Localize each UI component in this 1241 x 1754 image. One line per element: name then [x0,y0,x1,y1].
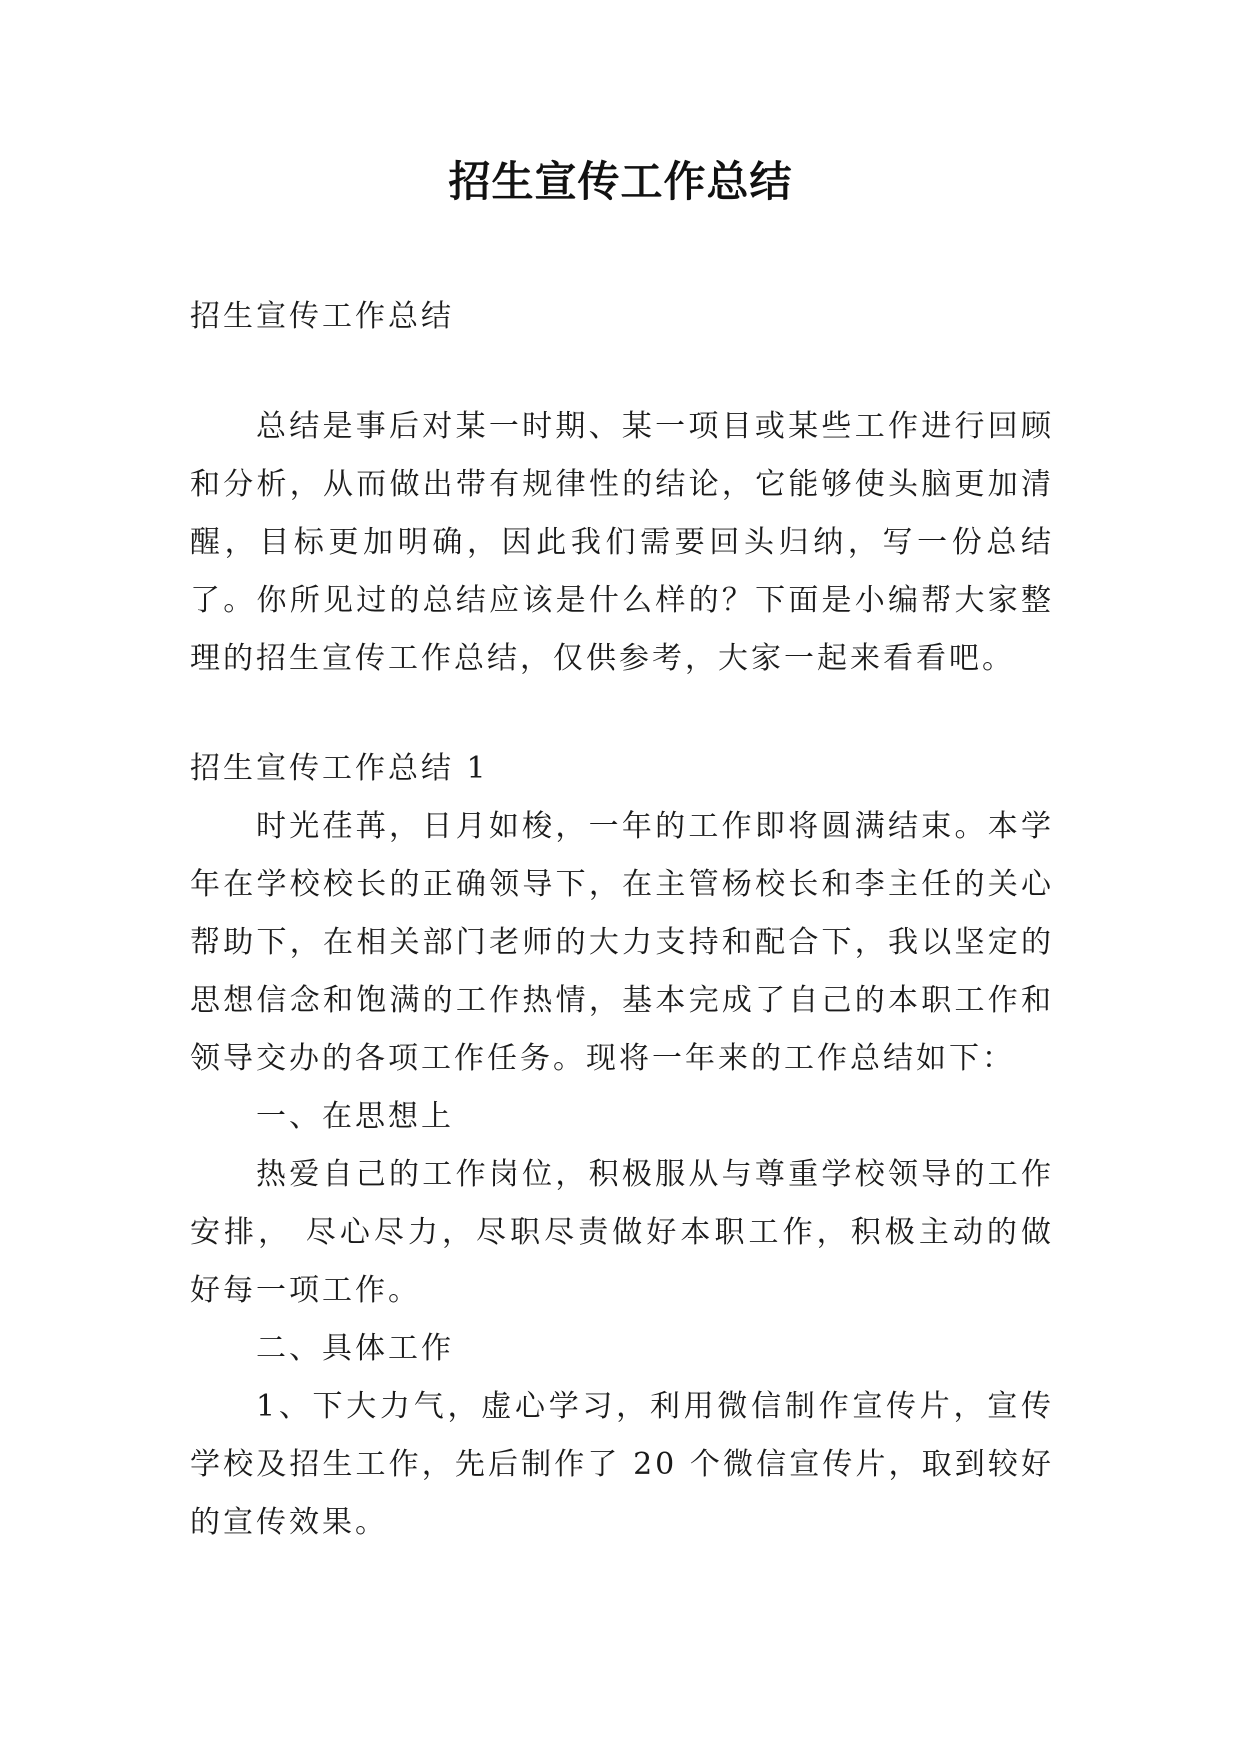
heading-specific-work: 二、具体工作 [256,1331,454,1366]
section-title: 招生宣传工作总结 1 [190,751,489,786]
spacer [190,346,1054,398]
body-paragraph: 热爱自己的工作岗位，积极服从与尊重学校领导的工作安排， 尽心尽力，尽职尽责做好本职工作，积极主动的做好每一项工作。 [190,1157,1054,1308]
heading-ideology: 一、在思想上 [256,1099,454,1134]
document-subtitle: 招生宣传工作总结 [190,299,454,334]
document-title: 招生宣传工作总结 [448,157,793,206]
body-paragraph: 1、下大力气，虚心学习，利用微信制作宣传片，宣传学校及招生工作，先后制作了 20 个微信宣传片，取到较好的宣传效果。 [190,1389,1054,1540]
body-paragraph: 时光荏苒，日月如梭，一年的工作即将圆满结束。本学年在学校校长的正确领导下，在主管杨校长和李主任的关心帮助下，在相关部门老师的大力支持和配合下，我以坚定的思想信念和饱满的工作热情，基本完成了自己的本职工作和领导交办的各项工作任务。现将一年来的工作总结如下： [190,809,1054,1076]
intro-paragraph: 总结是事后对某一时期、某一项目或某些工作进行回顾和分析，从而做出带有规律性的结论，它能够使头脑更加清醒，目标更加明确，因此我们需要回头归纳，写一份总结了。你所见过的总结应该是什么样的？下面是小编帮大家整理的招生宣传工作总结，仅供参考，大家一起来看看吧。 [190,409,1054,676]
document-body [190,288,1054,1552]
spacer [190,688,1054,740]
